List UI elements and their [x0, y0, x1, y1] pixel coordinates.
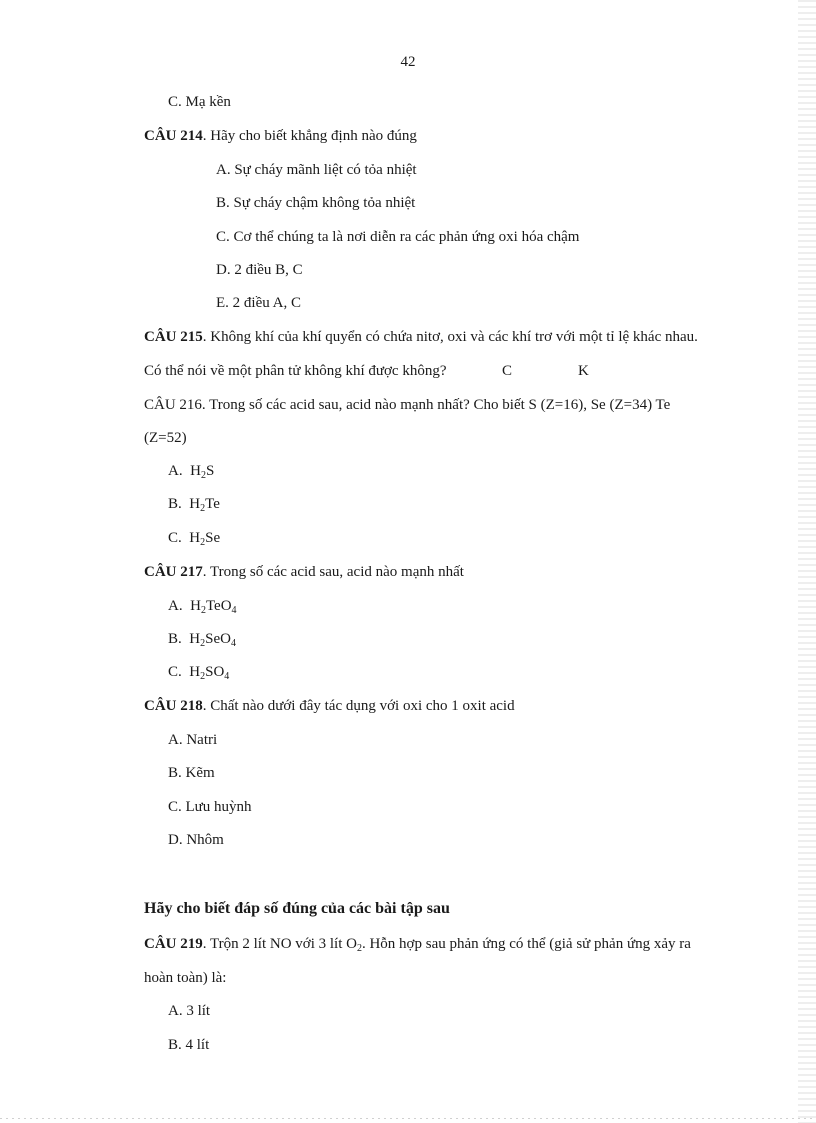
question-text: . Trong số các acid sau, acid nào mạnh nhất	[202, 564, 464, 580]
option-218-b: B. Kẽm	[168, 765, 215, 781]
option-217-c: C. $H_2SO_4$	[168, 664, 230, 682]
question-219-line2: hoàn toàn) là:	[144, 970, 227, 986]
question-215-line2	[144, 361, 447, 381]
question-label: CÂU 215	[144, 329, 203, 345]
question-text: . Chất nào dưới đây tác dụng với oxi cho 1 oxit acid	[202, 698, 515, 714]
question-text: . Trộn 2 lít NO với 3 lít O	[202, 936, 357, 952]
section-heading: Hãy cho biết đáp số đúng của các bài tập sau	[144, 900, 450, 917]
option-c-prev: C. Mạ kền	[168, 94, 231, 110]
question-218	[144, 696, 515, 716]
answer-c: C	[502, 363, 513, 379]
option-217-b: B. $H_2SeO_4$	[168, 631, 236, 649]
page-bottom-border	[0, 1118, 816, 1119]
question-label: CÂU 218	[144, 698, 203, 714]
option-214-d: D. 2 điều B, C	[216, 262, 303, 278]
option-214-c: C. Cơ thể chúng ta là nơi diễn ra các phản ứng oxi hóa chậm	[216, 229, 580, 245]
question-214	[144, 126, 417, 146]
option-216-a: A. $H_2S$	[168, 463, 215, 481]
option-218-c: C. Lưu huỳnh	[168, 799, 252, 815]
option-214-e: E. 2 điều A, C	[216, 295, 301, 311]
question-216-line2: (Z=52)	[144, 430, 187, 446]
option-219-b: B. 4 lít	[168, 1037, 210, 1053]
answer-k: K	[578, 363, 589, 379]
option-216-b: B. $H_2Te$	[168, 496, 220, 514]
option-219-a: A. 3 lít	[168, 1003, 211, 1019]
option-218-d: D. Nhôm	[168, 832, 224, 848]
question-text: . Hãy cho biết khẳng định nào đúng	[202, 128, 417, 144]
question-text: Có thể nói về một phân tử không khí được không?	[144, 363, 447, 379]
question-216: CÂU 216. Trong số các acid sau, acid nào mạnh nhất? Cho biết S (Z=16), Se (Z=34) Te	[144, 397, 671, 413]
question-label: CÂU 217	[144, 564, 203, 580]
question-label: CÂU 219	[144, 936, 203, 952]
option-216-c: C. $H_2Se$	[168, 530, 221, 548]
question-217	[144, 562, 464, 582]
question-text: . Không khí của khí quyển có chứa nitơ, oxi và các khí trơ với một tỉ lệ khác nhau.	[202, 329, 698, 345]
option-214-a: A. Sự cháy mãnh liệt có tỏa nhiệt	[216, 162, 417, 178]
option-217-a: A. $H_2TeO_4$	[168, 598, 237, 616]
page-number: 42	[400, 54, 416, 70]
question-label: CÂU 214	[144, 128, 203, 144]
question-219: CÂU 219. Trộn 2 lít NO với 3 lít $O_2$. Hỗn hợp sau phản ứng có thể (giả sử phản ứng xảy ra	[144, 936, 691, 954]
question-215	[144, 327, 698, 347]
option-214-b: B. Sự cháy chậm không tỏa nhiệt	[216, 195, 416, 211]
page-edge-texture	[798, 0, 816, 1123]
option-218-a: A. Natri	[168, 732, 218, 748]
